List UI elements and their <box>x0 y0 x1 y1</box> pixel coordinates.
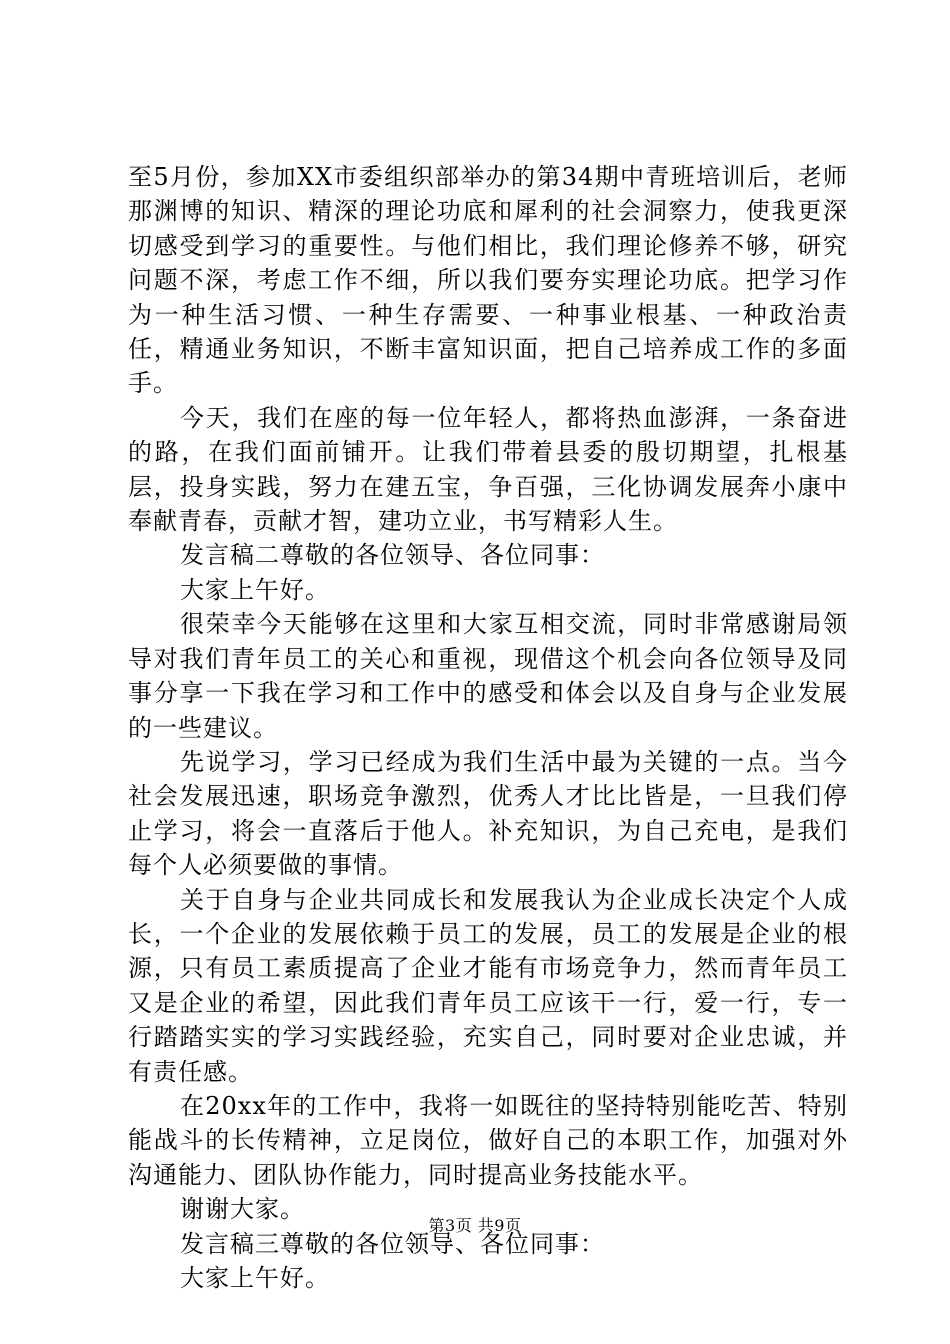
paragraph-2: 今天，我们在座的每一位年轻人，都将热血澎湃，一条奋进的路，在我们面前铺开。让我们带着县委的殷切期望，扎根基层，投身实践，努力在建五宝，争百强，三化协调发展奔小康中奉献青春，贡献才智，建功立业，书写精彩人生。 <box>128 403 848 536</box>
document-body <box>128 160 848 1295</box>
paragraph-6: 先说学习，学习已经成为我们生活中最为关键的一点。当今社会发展迅速，职场竞争激烈，优秀人才比比皆是，一旦我们停止学习，将会一直落后于他人。补充知识，为自己充电，是我们每个人必须要做的事情。 <box>128 747 848 880</box>
paragraph-9: 谢谢大家。 <box>180 1195 305 1224</box>
paragraph-11: 大家上午好。 <box>180 1264 330 1292</box>
paragraph-7: 关于自身与企业共同成长和发展我认为企业成长决定个人成长，一个企业的发展依赖于员工的发展，员工的发展是企业的根源，只有员工素质提高了企业才能有市场竞争力，然而青年员工又是企业的希望，因此我们青年员工应该干一行，爱一行，专一行踏踏实实的学习实践经验，充实自己，同时要对企业忠诚，并有责任感。 <box>128 885 848 1086</box>
paragraph-10: 发言稿三尊敬的各位领导、各位同事： <box>180 1229 605 1258</box>
paragraph-4: 大家上午好。 <box>180 575 330 604</box>
paragraph-1: 至5月份，参加XX市委组织部举办的第34期中青班培训后，老师那渊博的知识、精深的理论功底和犀利的社会洞察力，使我更深切感受到学习的重要性。与他们相比，我们理论修养不够，研究问题不深，考虑工作不细，所以我们要夯实理论功底。把学习作为一种生活习惯、一种生存需要、一种事业根基、一种政治责任，精通业务知识，不断丰富知识面，把自己培养成工作的多面手。 <box>128 163 848 398</box>
paragraph-3: 发言稿二尊敬的各位领导、各位同事： <box>180 541 605 570</box>
paragraph-5: 很荣幸今天能够在这里和大家互相交流，同时非常感谢局领导对我们青年员工的关心和重视，现借这个机会向各位领导及同事分享一下我在学习和工作中的感受和体会以及自身与企业发展的一些建议。 <box>128 610 848 742</box>
paragraph-8: 在20xx年的工作中，我将一如既往的坚持特别能吃苦、特别能战斗的长传精神，立足岗位，做好自己的本职工作，加强对外沟通能力、团队协作能力，同时提高业务技能水平。 <box>128 1091 848 1189</box>
page-number-footer: 第3页 共9页 <box>428 1216 522 1235</box>
